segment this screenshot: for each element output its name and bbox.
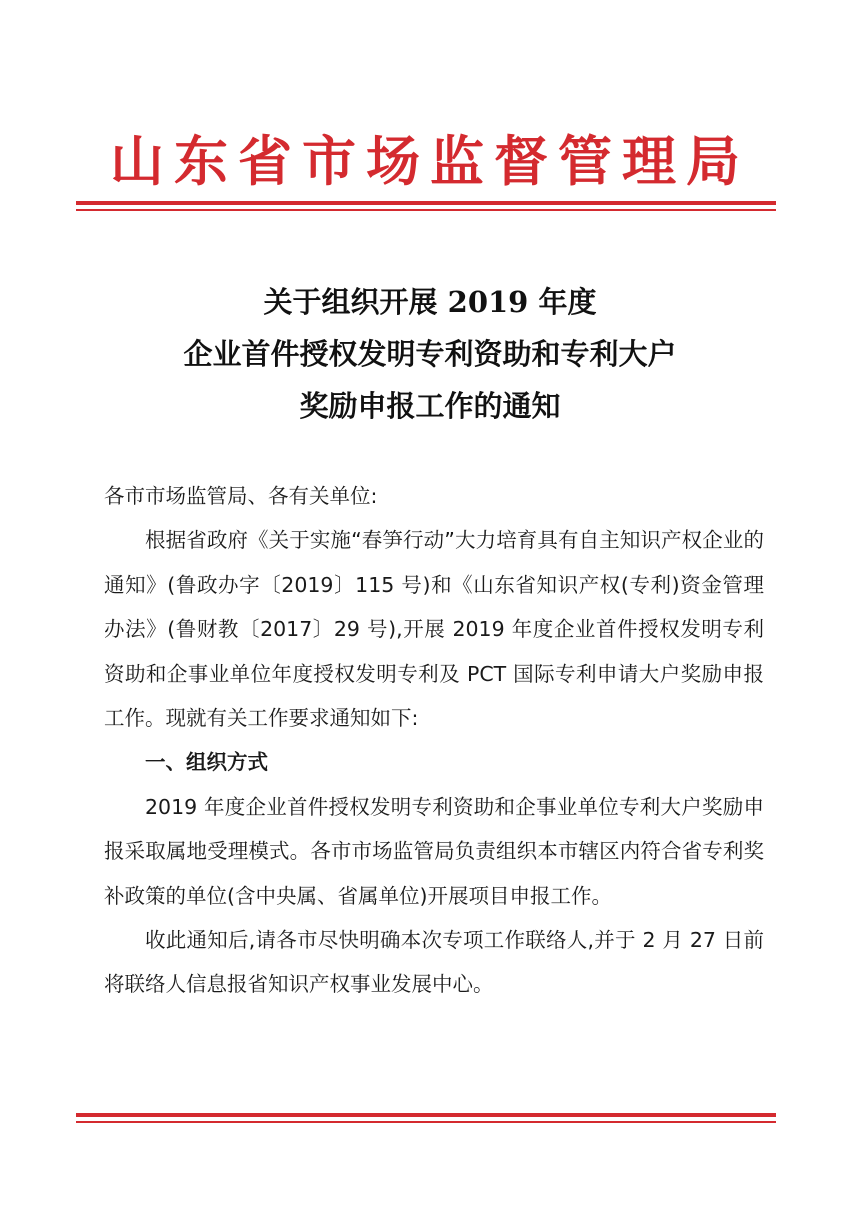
document-body xyxy=(104,474,764,1007)
header-divider-thick-line xyxy=(76,201,776,205)
footer-divider-thick-line xyxy=(76,1113,776,1117)
footer-divider-thin-line xyxy=(76,1121,776,1123)
paragraph-intro: 根据省政府《关于实施“春笋行动”大力培育具有自主知识产权企业的通知》(鲁政办字〔2019〕115 号)和《山东省知识产权(专利)资金管理办法》(鲁财教〔2017〕29 号),开展 2019 年度企业首件授权发明专利资助和企事业单位年度授权发明专利及 PCT 国际专利申请大户奖励申报工作。现就有关工作要求通知如下: xyxy=(104,528,764,731)
paragraph-contact: 收此通知后,请各市尽快明确本次专项工作联络人,并于 2 月 27 日前将联络人信息报省知识产权事业发展中心。 xyxy=(104,928,764,997)
footer-divider xyxy=(76,1113,776,1123)
document-title-line-3: 奖励申报工作的通知 xyxy=(299,389,561,423)
header-divider-thin-line xyxy=(76,209,776,211)
section-heading-organization: 一、组织方式 xyxy=(145,750,268,775)
document-title xyxy=(0,276,860,432)
document-title-line-1: 关于组织开展 2019 年度 xyxy=(263,285,597,319)
header-divider xyxy=(76,201,776,211)
agency-header: 山东省市场监督管理局 xyxy=(110,129,750,193)
salutation: 各市市场监管局、各有关单位: xyxy=(104,484,378,508)
paragraph-organization: 2019 年度企业首件授权发明专利资助和企事业单位专利大户奖励申报采取属地受理模式。各市市场监管局负责组织本市辖区内符合省专利奖补政策的单位(含中央属、省属单位)开展项目申报工作。 xyxy=(104,794,764,908)
document-title-line-2: 企业首件授权发明专利资助和专利大户 xyxy=(183,337,677,371)
